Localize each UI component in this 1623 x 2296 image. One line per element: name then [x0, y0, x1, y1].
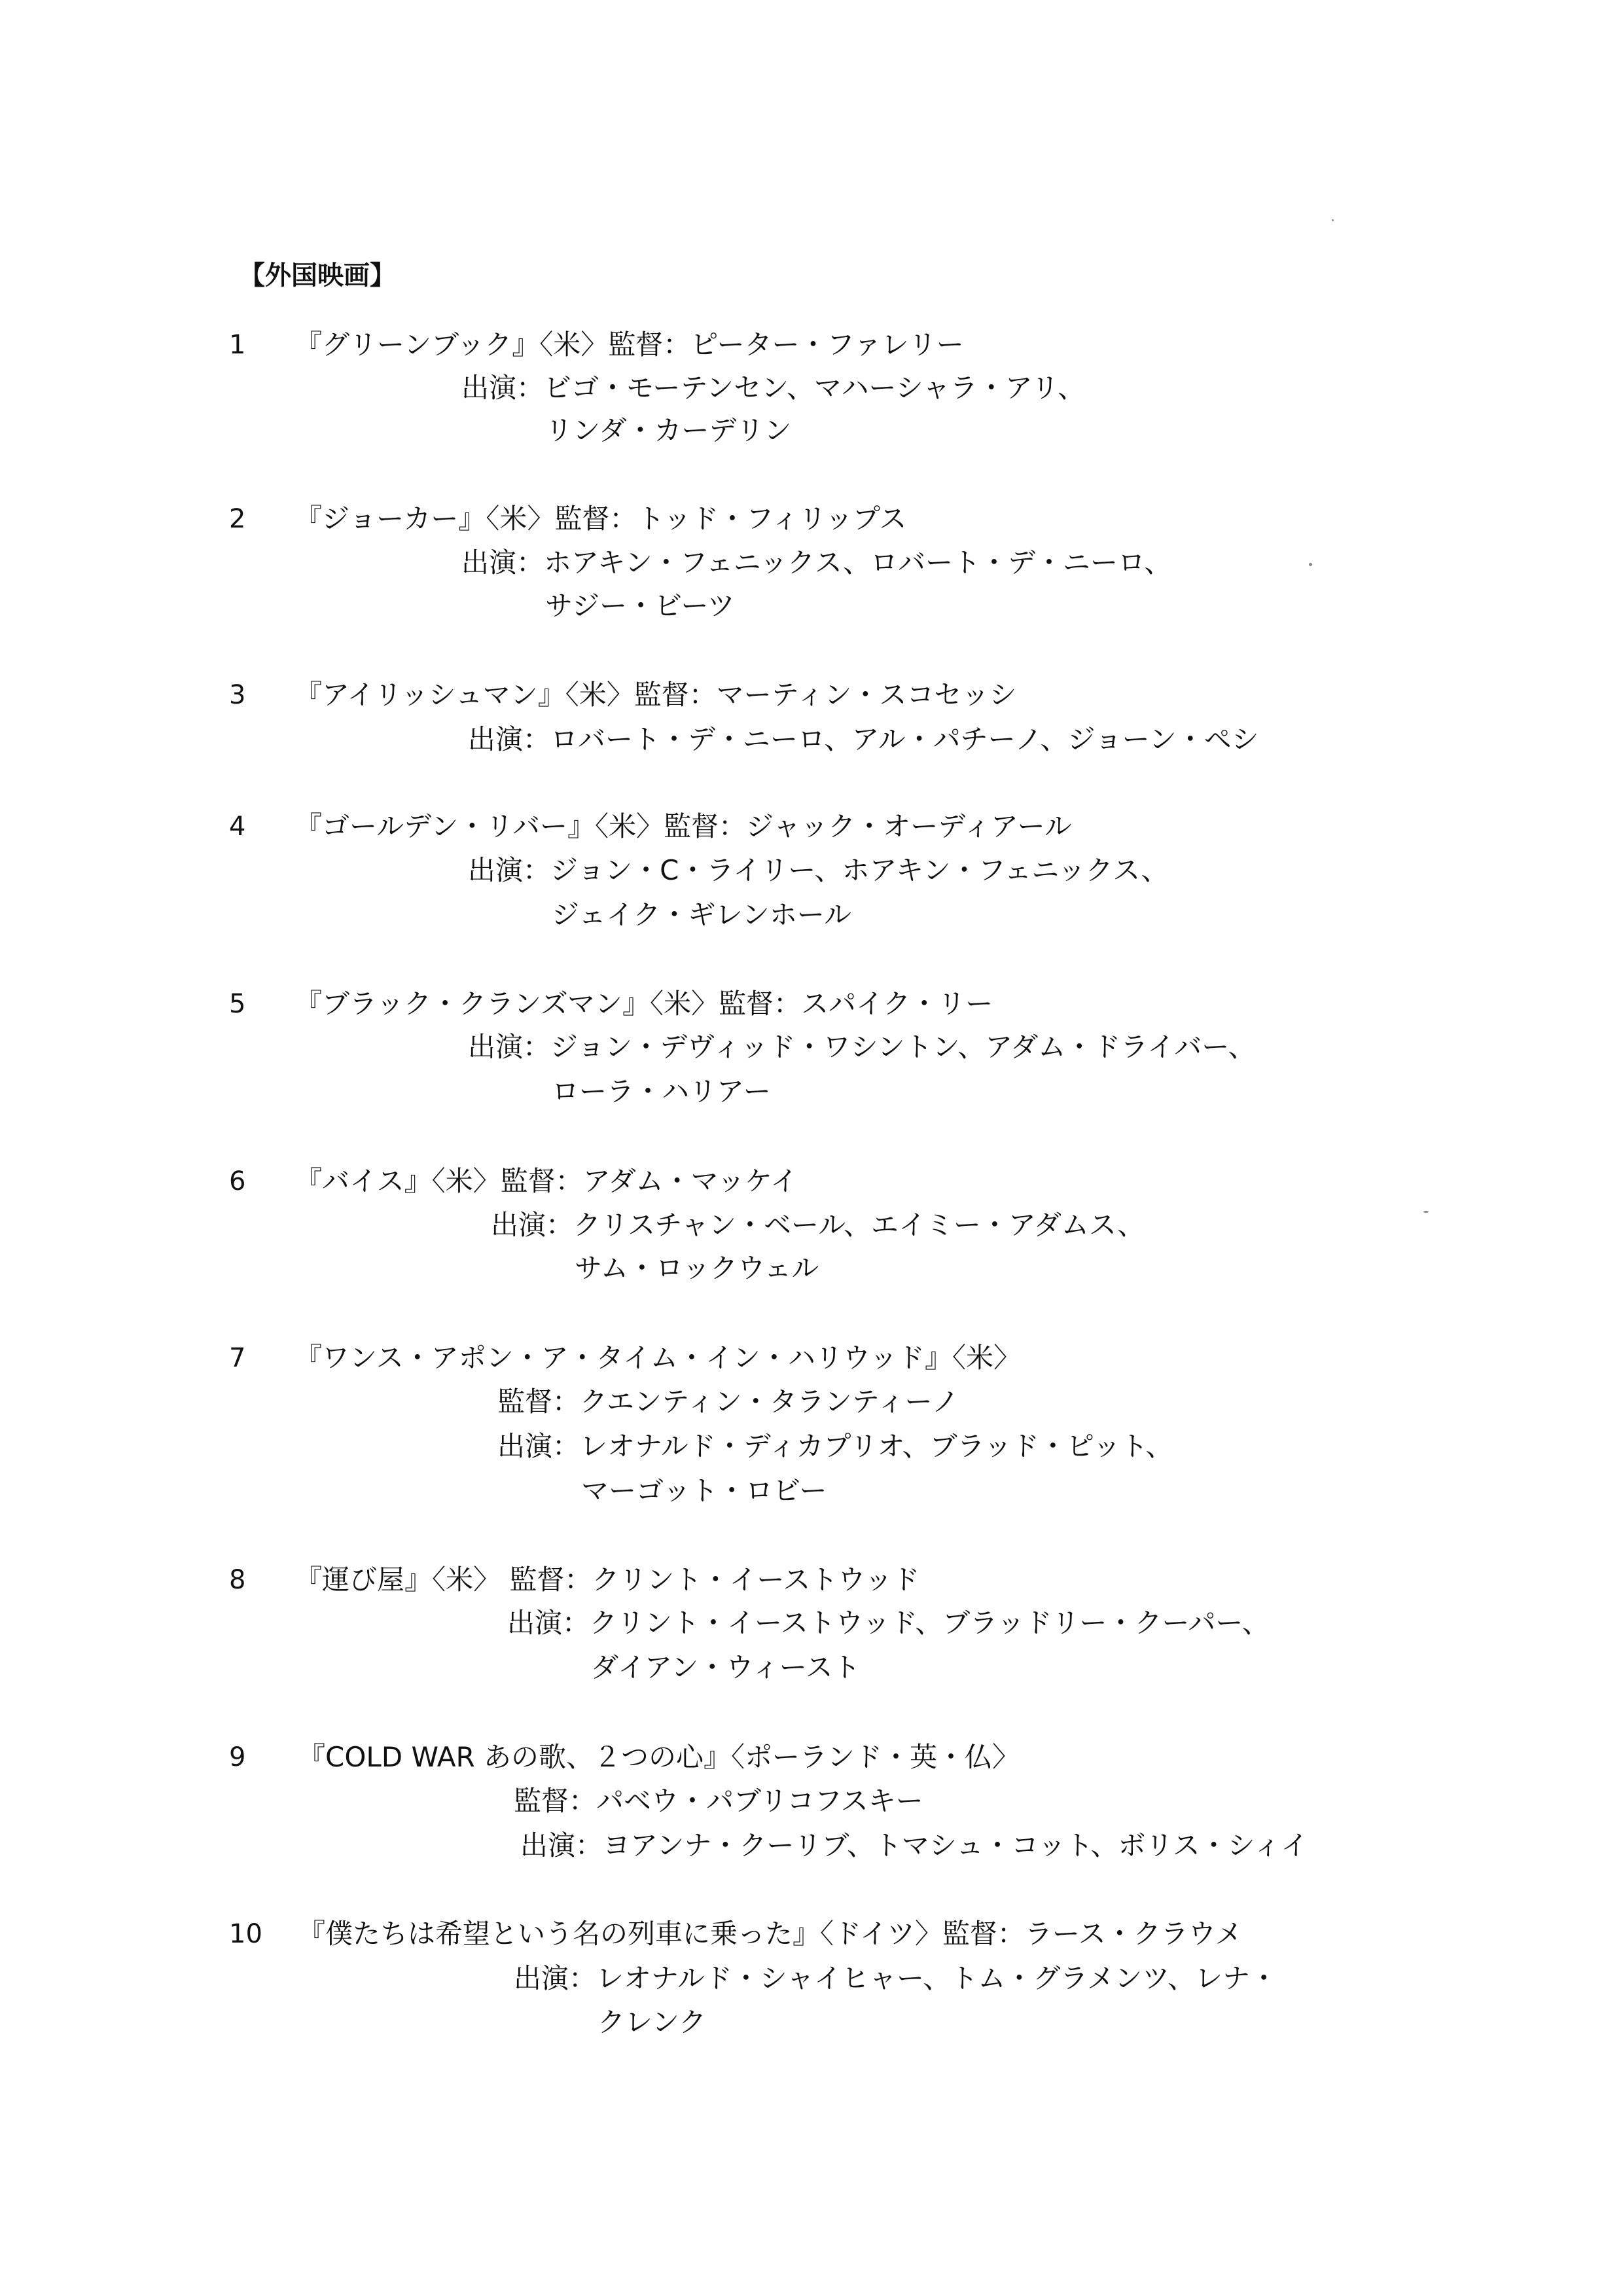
entry-credit: 出演：ホアキン・フェニックス、ロバート・デ・ニーロ、 — [461, 547, 1172, 579]
entry-credit: 出演：ビゴ・モーテンセン、マハーシャラ・アリ、 — [461, 372, 1085, 404]
entry-title: 『ブラック・クランズマン』〈米〉監督：スパイク・リー — [294, 988, 993, 1020]
scan-speck — [1423, 1211, 1429, 1213]
entry-credit: 出演：ヨアンナ・クーリブ、トマシュ・コット、ボリス・シィイ — [520, 1829, 1309, 1861]
entry-number: 8 — [229, 1565, 246, 1595]
entry-credit: 出演：レオナルド・ディカプリオ、ブラッド・ピット、 — [497, 1430, 1173, 1462]
entry-credit: マーゴット・ロビー — [581, 1475, 827, 1507]
entry-title: 『ゴールデン・リバー』〈米〉監督：ジャック・オーディアール — [294, 810, 1072, 842]
entry-title: 『ワンス・アポン・ア・タイム・イン・ハリウッド』〈米〉 — [294, 1342, 1022, 1374]
entry-credit: 出演：ロバート・デ・ニーロ、アル・パチーノ、ジョーン・ペシ — [468, 723, 1259, 755]
entry-title: 『バイス』〈米〉監督：アダム・マッケイ — [294, 1165, 798, 1197]
entry-credit: 出演：レオナルド・シャイヒャー、トム・グラメンツ、レナ・ — [514, 1962, 1278, 1994]
scan-speck — [1332, 219, 1334, 221]
entry-credit: 出演：クリント・イーストウッド、ブラッドリー・クーパー、 — [507, 1607, 1270, 1639]
entry-credit: ジェイク・ギレンホール — [552, 899, 852, 931]
entry-credit: サム・ロックウェル — [575, 1252, 819, 1284]
scan-speck — [1309, 563, 1312, 566]
entry-title: 『運び屋』〈米〉 監督：クリント・イーストウッド — [294, 1564, 920, 1596]
entry-title: 『COLD WAR あの歌、２つの心』〈ポーランド・英・仏〉 — [298, 1741, 1020, 1773]
entry-credit: ダイアン・ウィースト — [591, 1651, 861, 1683]
entry-title: 『アイリッシュマン』〈米〉監督：マーティン・スコセッシ — [294, 679, 1017, 711]
entry-title: 『僕たちは希望という名の列車に乗った』〈ドイツ〉監督：ラース・クラウメ — [298, 1918, 1243, 1950]
entry-number: 5 — [229, 989, 246, 1019]
entry-title: 『ジョーカー』〈米〉監督：トッド・フィリップス — [294, 503, 907, 535]
entry-credit: 出演：ジョン・デヴィッド・ワシントン、アダム・ドライバー、 — [468, 1031, 1256, 1063]
entry-credit: 監督：クエンティン・タランティーノ — [497, 1386, 959, 1418]
entry-credit: 出演：クリスチャン・ベール、エイミー・アダムス、 — [491, 1209, 1145, 1241]
entry-number: 1 — [229, 330, 246, 360]
entry-number: 3 — [229, 680, 246, 710]
entry-credit: ローラ・ハリアー — [552, 1075, 771, 1107]
entry-number: 7 — [229, 1343, 246, 1373]
entry-credit: リンダ・カーデリン — [545, 414, 792, 446]
section-heading: 【外国映画】 — [239, 260, 396, 291]
entry-credit: 監督：パベウ・パブリコフスキー — [514, 1785, 923, 1817]
entry-number: 4 — [229, 812, 246, 842]
entry-credit: クレンク — [597, 2006, 707, 2038]
entry-number: 2 — [229, 504, 246, 534]
entry-number: 9 — [229, 1742, 246, 1772]
entry-credit: 出演：ジョン・C・ライリー、ホアキン・フェニックス、 — [468, 854, 1169, 886]
entry-credit: サジー・ビーツ — [545, 590, 735, 622]
entry-number: 10 — [229, 1919, 262, 1949]
entry-title: 『グリーンブック』〈米〉監督：ピーター・ファレリー — [294, 329, 964, 361]
entry-number: 6 — [229, 1166, 246, 1196]
